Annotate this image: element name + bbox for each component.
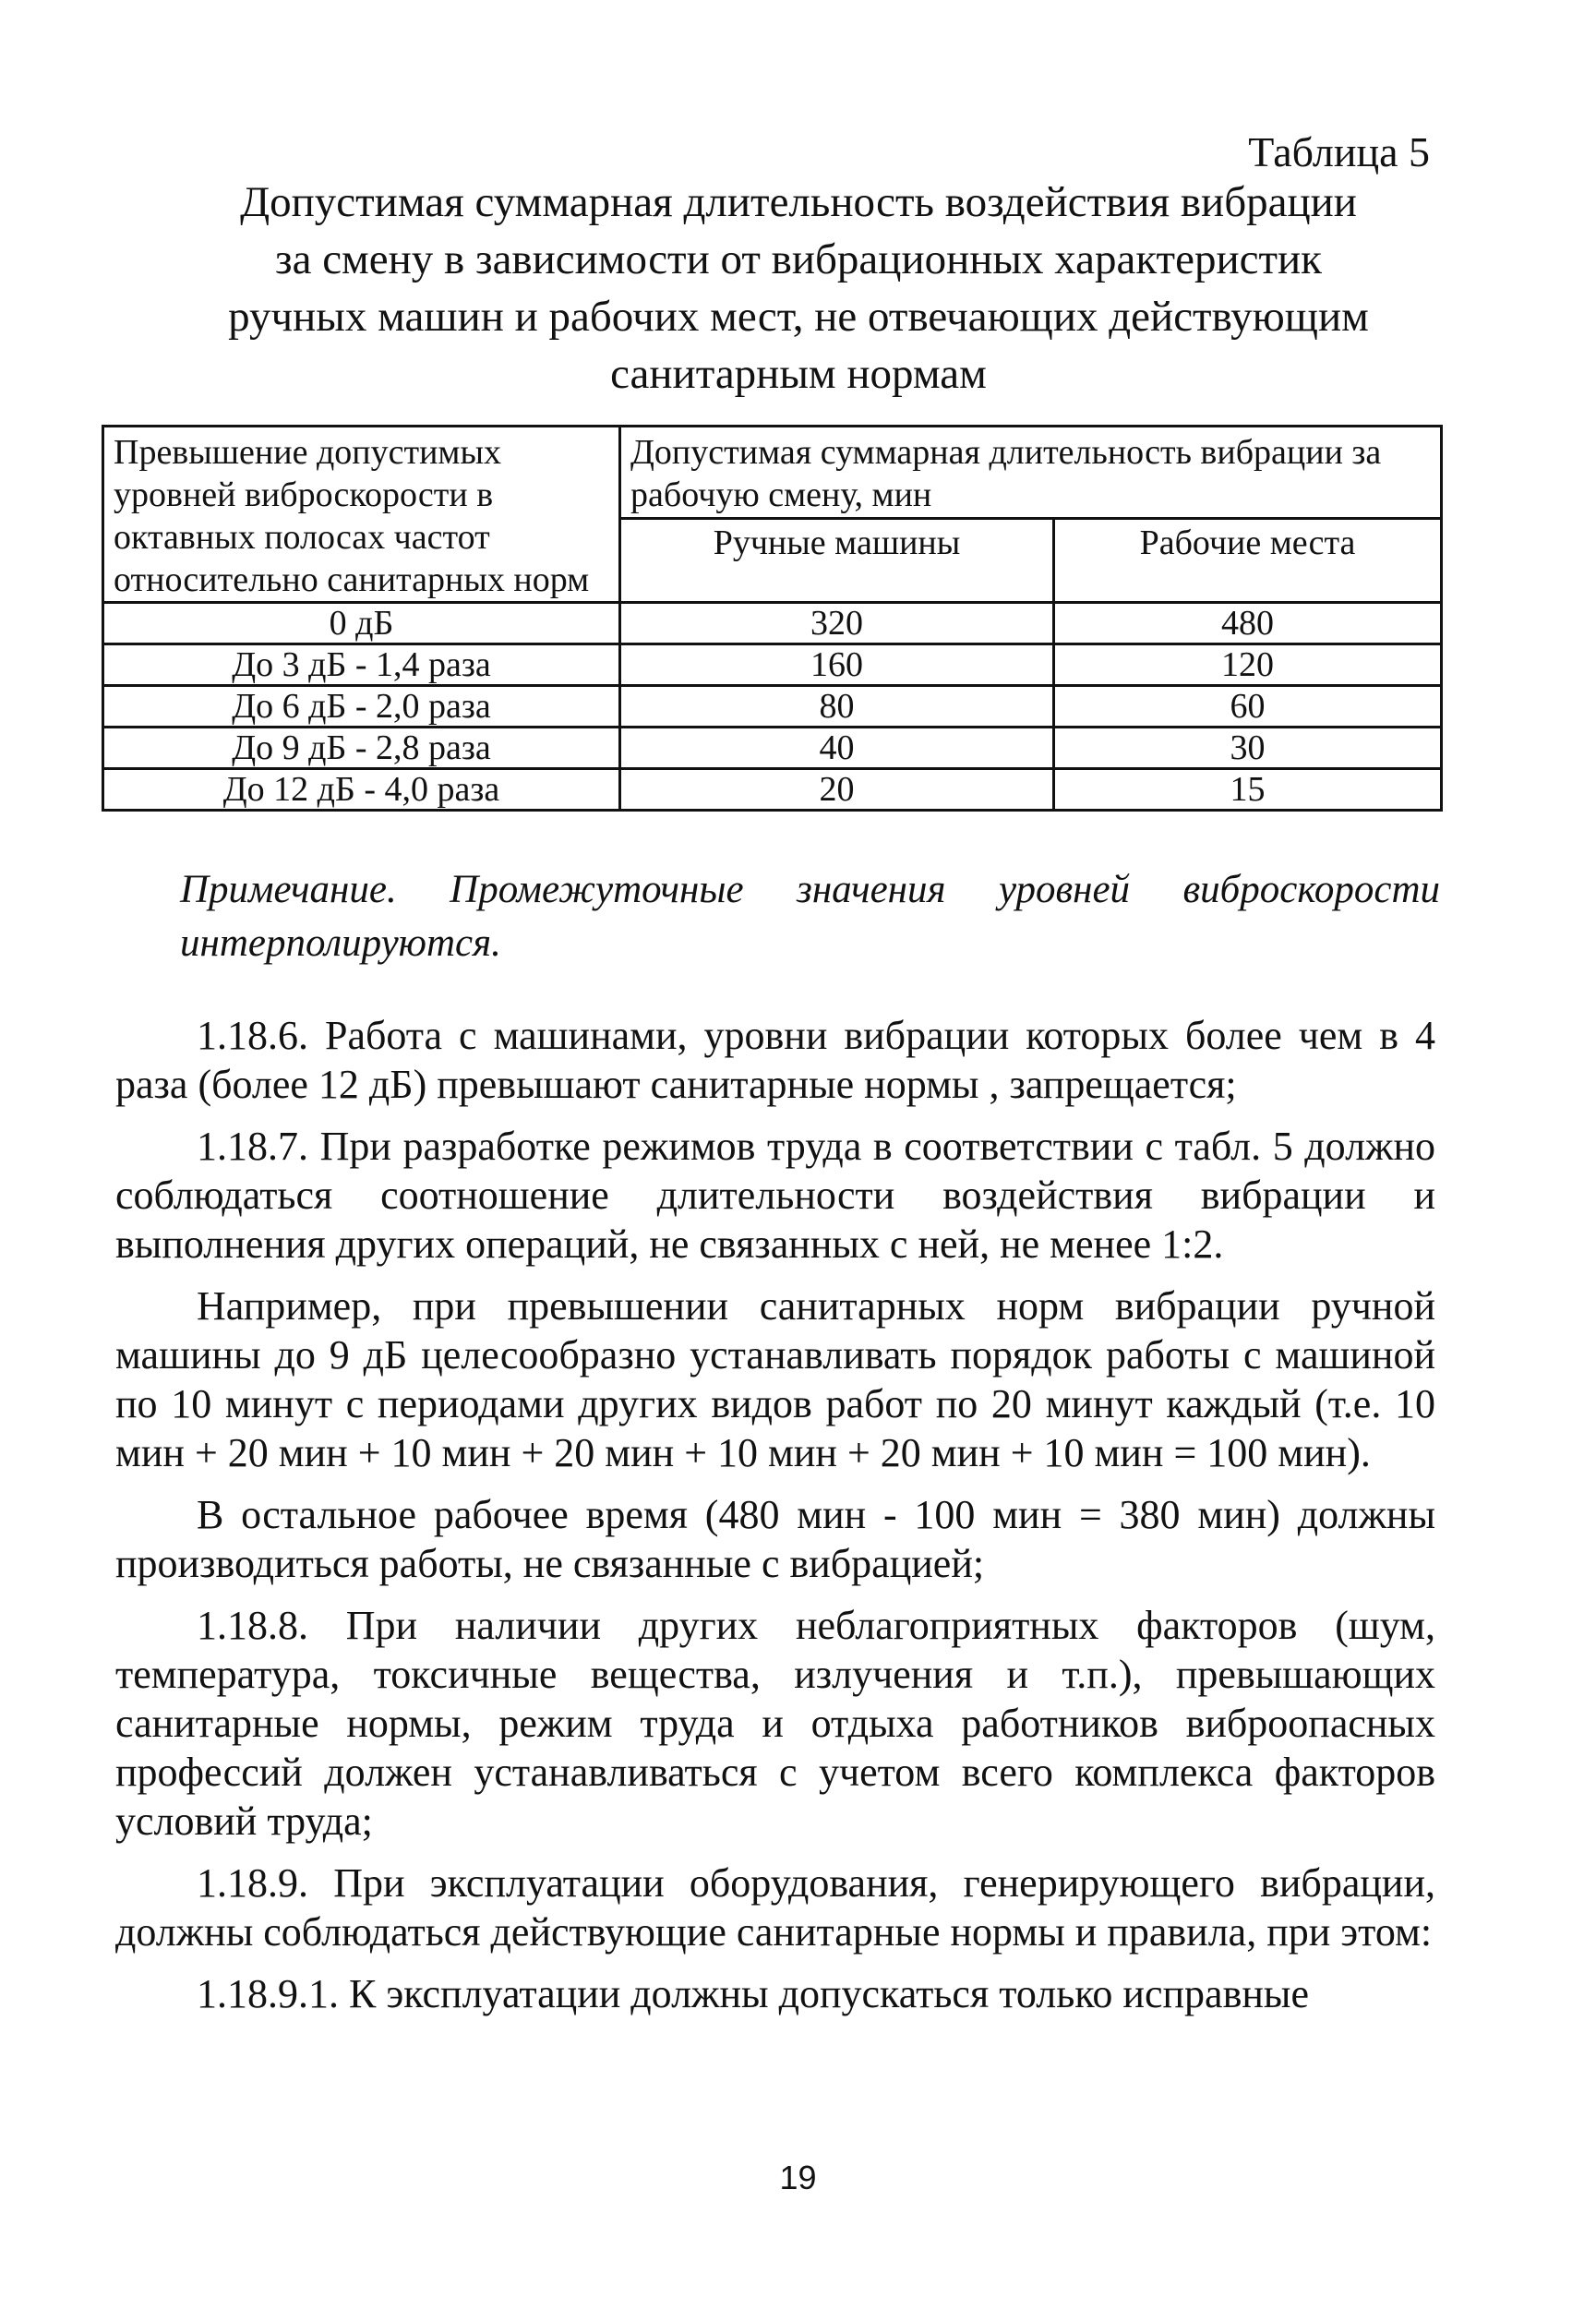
cell-hand-machines: 80 [620, 686, 1054, 728]
cell-workplaces: 60 [1054, 686, 1442, 728]
table-number: Таблица 5 [1248, 128, 1430, 175]
title-line: ручных машин и рабочих мест, не отвечающих действующим [228, 293, 1369, 341]
paragraph: 1.18.8. При наличии других неблагоприятных факторов (шум, температура, токсичные вещества, излучения и т.п.), превышающих санитарные нормы, режим труда и отдыха работников виброопасных профессий должен устанавливаться с учетом всего комплекса факторов условий труда; [115, 1603, 1435, 1844]
body-text [115, 1011, 1435, 2031]
cell-level: До 3 дБ - 1,4 раза [103, 644, 620, 686]
cell-hand-machines: 320 [620, 603, 1054, 644]
cell-workplaces: 15 [1054, 769, 1442, 811]
table-title [185, 174, 1412, 403]
cell-level: До 6 дБ - 2,0 раза [103, 686, 620, 728]
header-workplaces: Рабочие места [1054, 519, 1442, 603]
title-line: за смену в зависимости от вибрационных характеристик [275, 235, 1322, 283]
header-hand-machines: Ручные машины [620, 519, 1054, 603]
header-duration: Допустимая суммарная длительность вибрации за рабочую смену, мин [620, 427, 1442, 519]
cell-hand-machines: 20 [620, 769, 1054, 811]
paragraph: В остальное рабочее время (480 мин - 100 мин = 380 мин) должны производиться работы, не связанные с вибрацией; [115, 1492, 1435, 1586]
cell-level: До 12 дБ - 4,0 раза [103, 769, 620, 811]
table-note: Примечание. Промежуточные значения уровней виброскорости интерполируются. [180, 868, 1440, 965]
header-exceedance: Превышение допустимых уровней виброскорости в октавных полосах частот относительно санитарных норм [103, 427, 620, 603]
paragraph: 1.18.7. При разработке режимов труда в соответствии с табл. 5 должно соблюдаться соотношение длительности воздействия вибрации и выполнения других операций, не связанных с ней, не менее 1:2. [115, 1124, 1435, 1267]
page-number: 19 [779, 2159, 817, 2196]
paragraph: 1.18.9.1. К эксплуатации должны допускаться только исправные [197, 1971, 1309, 2016]
paragraph: 1.18.6. Работа с машинами, уровни вибрации которых более чем в 4 раза (более 12 дБ) превышают санитарные нормы , запрещается; [115, 1013, 1435, 1107]
cell-level: До 9 дБ - 2,8 раза [103, 728, 620, 769]
table-row [103, 603, 1442, 644]
paragraph: 1.18.9. При эксплуатации оборудования, генерирующего вибрации, должны соблюдаться действующие санитарные нормы и правила, при этом: [115, 1860, 1435, 1955]
title-line: Допустимая суммарная длительность воздействия вибрации [240, 178, 1357, 226]
table-row [103, 686, 1442, 728]
paragraph: Например, при превышении санитарных норм вибрации ручной машины до 9 дБ целесообразно устанавливать порядок работы с машиной по 10 минут с периодами других видов работ по 20 минут каждый (т.е. 10 мин + 20 мин + 10 мин + 20 мин + 10 мин + 20 мин + 10 мин = 100 мин). [115, 1283, 1435, 1475]
cell-workplaces: 30 [1054, 728, 1442, 769]
cell-hand-machines: 40 [620, 728, 1054, 769]
title-line: санитарным нормам [610, 350, 987, 398]
cell-hand-machines: 160 [620, 644, 1054, 686]
vibration-duration-table [102, 425, 1443, 812]
cell-workplaces: 480 [1054, 603, 1442, 644]
table-row [103, 644, 1442, 686]
table-row [103, 769, 1442, 811]
cell-workplaces: 120 [1054, 644, 1442, 686]
cell-level: 0 дБ [103, 603, 620, 644]
table-row [103, 728, 1442, 769]
